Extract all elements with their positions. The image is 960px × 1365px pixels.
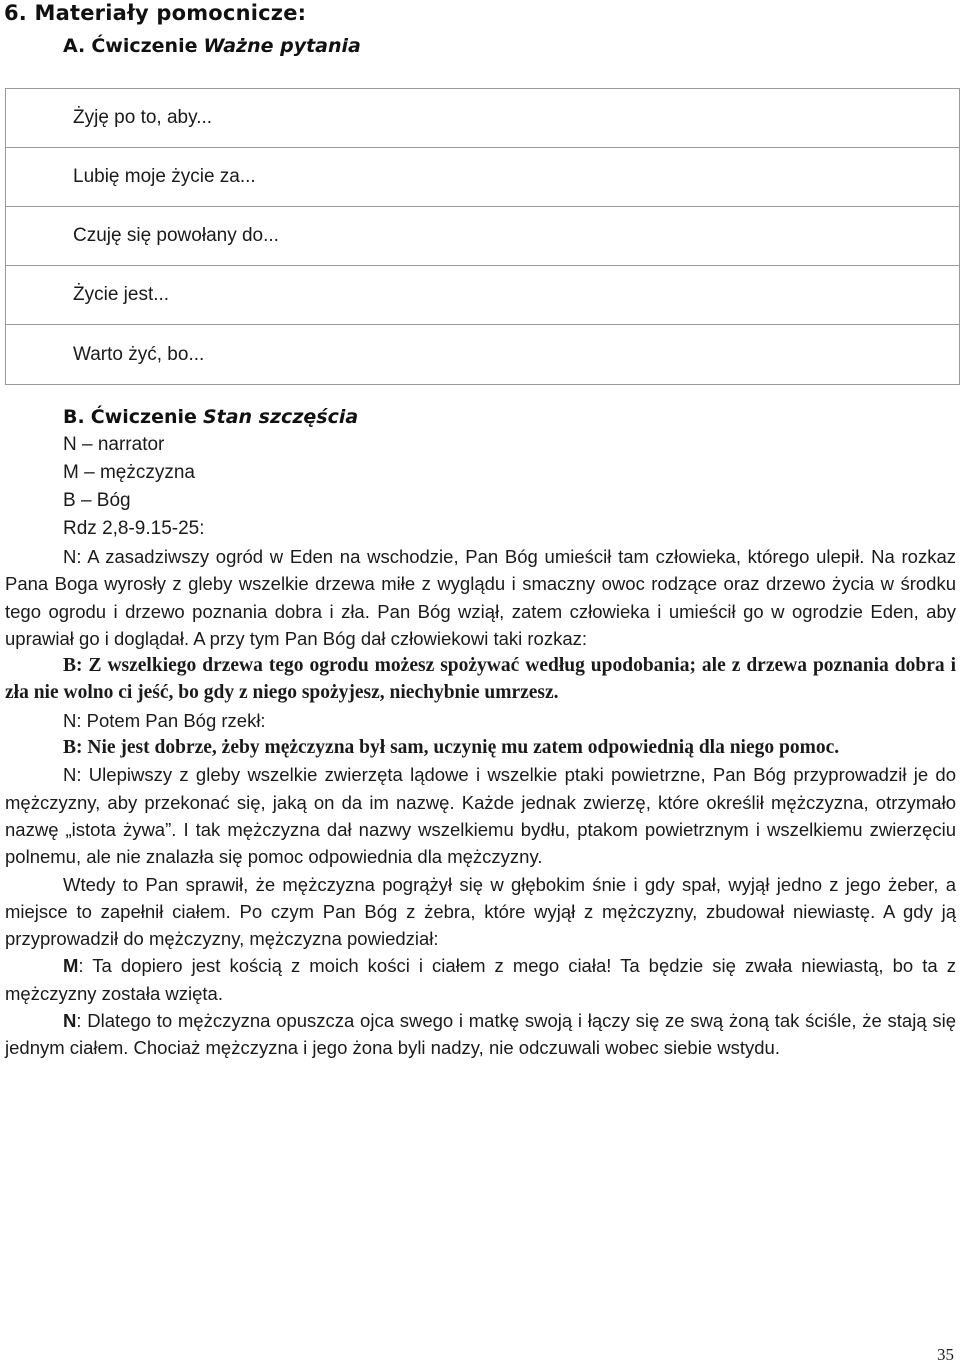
question-row xyxy=(6,266,959,325)
legend-item: M – mężczyzna xyxy=(63,462,195,483)
question-row xyxy=(6,148,959,207)
exercise-b-number: B. xyxy=(63,406,85,428)
paragraph-text: : Potem Pan Bóg rzekł: xyxy=(76,709,266,731)
paragraph xyxy=(5,761,956,870)
question-row xyxy=(6,207,959,266)
speaker-label: M xyxy=(63,955,79,977)
paragraph-text: : Dlatego to mężczyzna opuszcza ojca swego i matkę swoją i łączy się ze swą żoną tak ściśle, że stają się jednym ciałem. Chociaż mężczyzna i jego żona byli nadzy, nie odczuwali wobec siebie wstydu. xyxy=(5,1010,956,1059)
speaker-label: N xyxy=(63,709,77,731)
question-text: Lubię moje życie za... xyxy=(73,166,256,187)
question-text: Życie jest... xyxy=(73,284,170,305)
paragraph-text: : Ta dopiero jest kością z moich kości i ciałem z mego ciała! Ta będzie się zwała niewiastą, bo ta z mężczyzny została wzięta. xyxy=(5,955,956,1004)
paragraph xyxy=(5,543,956,652)
exercise-b-label: Ćwiczenie xyxy=(90,406,197,428)
exercise-a-number: A. xyxy=(63,35,86,57)
page-number: 35 xyxy=(937,1345,954,1364)
speaker-label: N xyxy=(63,1010,77,1032)
exercise-b-heading xyxy=(63,404,358,430)
legend-item: Rdz 2,8-9.15-25: xyxy=(63,518,205,539)
legend-item: B – Bóg xyxy=(63,490,131,511)
question-row xyxy=(6,325,959,384)
questions-table xyxy=(5,88,960,385)
section-title: 6. Materiały pomocnicze: xyxy=(4,1,307,25)
paragraph xyxy=(5,707,956,734)
question-row xyxy=(6,89,959,148)
role-legend xyxy=(63,431,205,543)
scripture-text xyxy=(5,543,956,1062)
exercise-a-title: Ważne pytania xyxy=(203,35,361,57)
speaker-label: N xyxy=(63,764,77,786)
exercise-b-title: Stan szczęścia xyxy=(202,406,359,428)
paragraph xyxy=(5,952,956,1007)
paragraph xyxy=(5,1007,956,1062)
question-text: Czuję się powołany do... xyxy=(73,225,279,246)
question-text: Warto żyć, bo... xyxy=(73,343,205,365)
speaker-label: N xyxy=(63,546,77,567)
legend-item: N – narrator xyxy=(63,434,165,455)
god-line: B: Z wszelkiego drzewa tego ogrodu możesz spożywać według upodobania; ale z drzewa poznania dobra i zła nie wolno ci jeść, bo gdy z niego spożyjesz, niechybnie umrzesz. xyxy=(5,655,956,704)
god-line: B: Nie jest dobrze, żeby mężczyzna był sam, uczynię mu zatem odpowiednią dla niego pomoc. xyxy=(63,737,840,759)
paragraph: Wtedy to Pan sprawił, że mężczyzna pogrążył się w głębokim śnie i gdy spał, wyjął jedno z jego żeber, a miejsce to zapełnił ciałem. Po czym Pan Bóg z żebra, które wyjął z mężczyzny, zbudował niewiastę. A gdy ją przyprowadził do mężczyzny, mężczyzna powiedział: xyxy=(5,873,956,950)
question-text: Żyję po to, aby... xyxy=(73,107,213,128)
exercise-a-label: Ćwiczenie xyxy=(91,35,198,57)
exercise-a-heading xyxy=(63,33,361,59)
paragraph-text: : Ulepiwszy z gleby wszelkie zwierzęta lądowe i wszelkie ptaki powietrzne, Pan Bóg przyprowadził je do mężczyzny, aby przekonać się, jaką on da im nazwę. Każde jednak zwierzę, które określił mężczyzna, otrzymało nazwę „istota żywa”. I tak mężczyzna dał nazwy wszelkiemu bydłu, ptakom powietrznym i wszelkiemu zwierzęciu polnemu, ale nie znalazła się pomoc odpowiednia dla mężczyzny. xyxy=(5,764,956,868)
paragraph-text: : A zasadziwszy ogród w Eden na wschodzie, Pan Bóg umieścił tam człowieka, którego ulepił. Na rozkaz Pana Boga wyrosły z gleby wszelkie drzewa miłe z wyglądu i smaczny owoc rodzące oraz drzewo życia w środku tego ogrodu i drzewo poznania dobra i zła. Pan Bóg wziął, zatem człowieka i umieścił go w ogrodzie Eden, aby uprawiał go i doglądał. A przy tym Pan Bóg dał człowiekowi taki rozkaz: xyxy=(5,546,956,649)
